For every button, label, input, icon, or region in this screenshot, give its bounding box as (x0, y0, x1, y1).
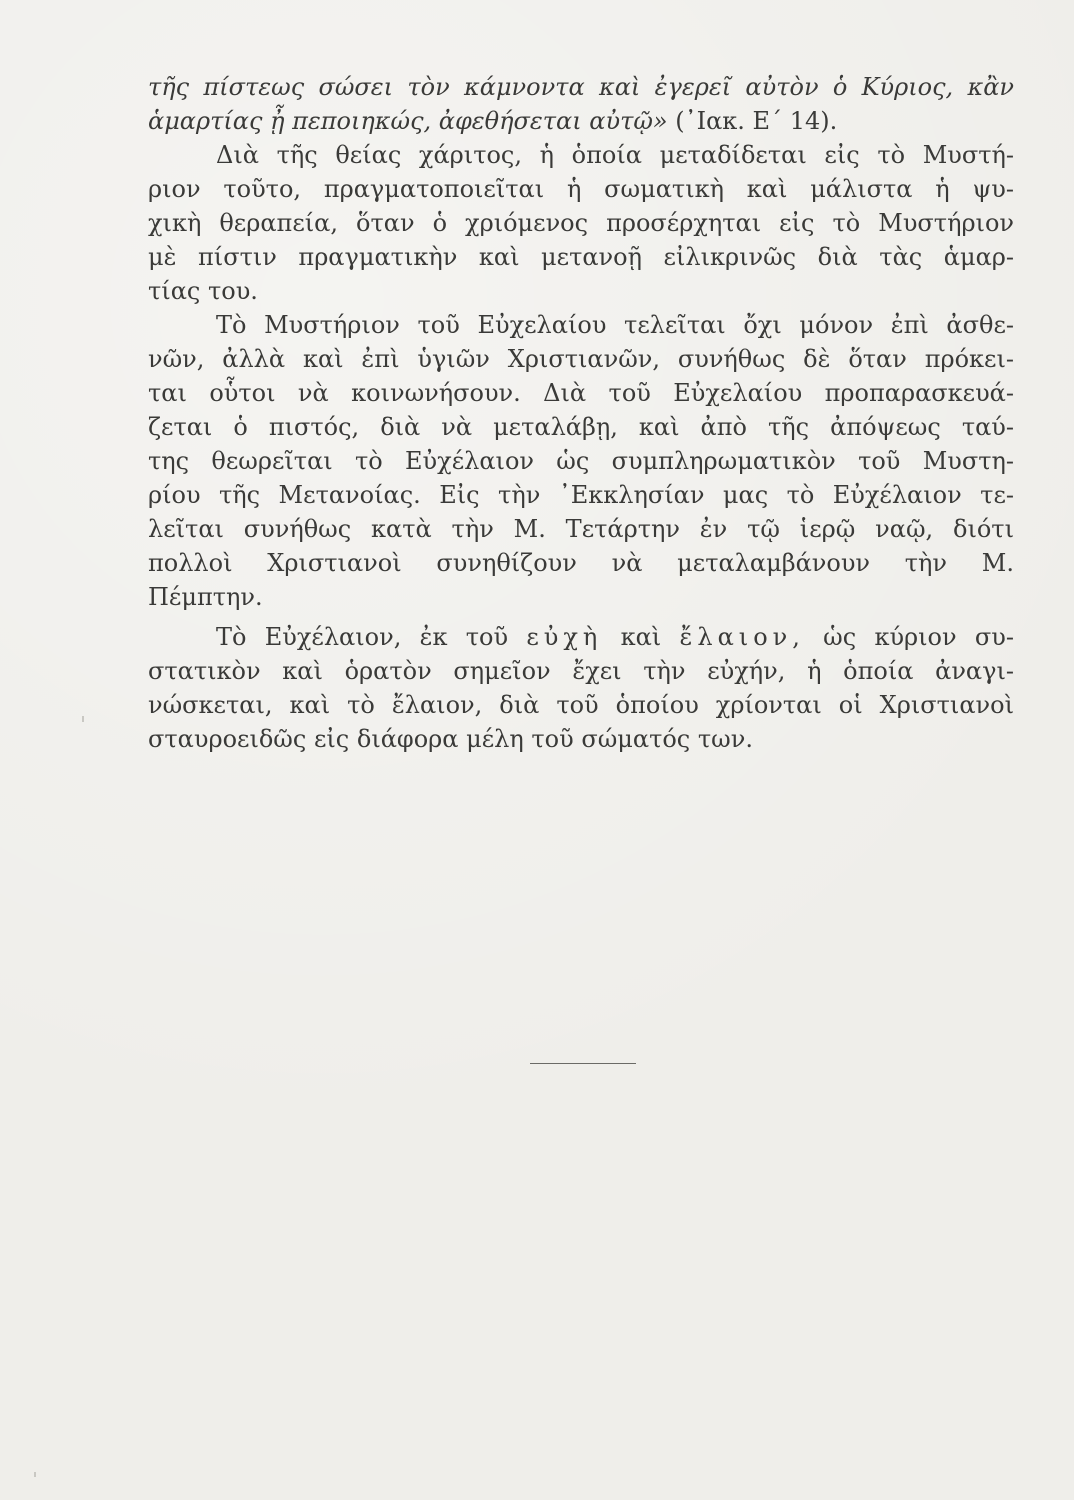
paragraph-3-line-3: νώσκεται, καὶ τὸ ἔλαιον, διὰ τοῦ ὁποίου χρίονται οἱ Χριστιανοὶ (148, 691, 1014, 719)
paragraph-2-line-1: Τὸ Μυστήριον τοῦ Εὐχελαίου τελεῖται ὄχι μόνον ἐπὶ ἀσθε- (216, 311, 1014, 339)
paragraph-3-line-1 (216, 620, 1014, 654)
paragraph-1-line-2: ριον τοῦτο, πραγματοποιεῖται ἡ σωματικὴ καὶ μάλιστα ἡ ψυ- (148, 175, 1014, 203)
quote-text: ἁμαρτίας ᾖ πεποιηκώς, ἀφεθήσεται αὐτῷ» (148, 107, 668, 135)
paragraph-2-line-8: πολλοὶ Χριστιανοὶ συνηθίζουν νὰ μεταλαμβάνουν τὴν Μ. (148, 549, 1014, 577)
paragraph-2-line-3: ται οὗτοι νὰ κοινωνήσουν. Διὰ τοῦ Εὐχελαίου προπαρασκευά- (148, 379, 1014, 407)
paragraph-3-line-2: στατικὸν καὶ ὁρατὸν σημεῖον ἔχει τὴν εὐχήν, ἡ ὁποία ἀναγι- (148, 657, 1014, 685)
text-line-quote-end (148, 104, 837, 138)
paragraph-3-line-4: σταυροειδῶς εἰς διάφορα μέλη τοῦ σώματός των. (148, 725, 753, 753)
paragraph-1-line-5: τίας του. (148, 277, 258, 305)
paragraph-2-line-6: ρίου τῆς Μετανοίας. Εἰς τὴν ᾽Εκκλησίαν μας τὸ Εὐχέλαιον τε- (148, 481, 1014, 509)
paragraph-1-line-1: Διὰ τῆς θείας χάριτος, ἡ ὁποία μεταδίδεται εἰς τὸ Μυστή- (216, 141, 1014, 169)
text-line-quote-continued: τῆς πίστεως σώσει τὸν κάμνοντα καὶ ἐγερεῖ αὐτὸν ὁ Κύριος, κἂν (148, 73, 1014, 101)
paragraph-2-line-7: λεῖται συνήθως κατὰ τὴν Μ. Τετάρτην ἐν τῷ ἱερῷ ναῷ, διότι (148, 515, 1014, 543)
paper-speck (82, 716, 84, 722)
spaced-word-euche: εὐχὴ (526, 623, 603, 651)
paper-speck (34, 1472, 36, 1477)
paragraph-2-line-2: νῶν, ἀλλὰ καὶ ἐπὶ ὑγιῶν Χριστιανῶν, συνήθως δὲ ὅταν πρόκει- (148, 345, 1014, 373)
scripture-reference: (᾽Ιακ. Ε΄ 14). (675, 107, 838, 135)
spaced-word-elaion: ἔλαιον, (679, 623, 805, 651)
end-divider-rule (530, 1063, 636, 1064)
paragraph-2-line-9: Πέμπτην. (148, 583, 263, 611)
paragraph-3-line-1-end: ὡς κύριον συ- (823, 623, 1014, 651)
conjunction-kai: καὶ (620, 623, 662, 651)
paragraph-1-line-3: χικὴ θεραπεία, ὅταν ὁ χριόμενος προσέρχηται εἰς τὸ Μυστήριον (148, 209, 1014, 237)
paragraph-3-intro: Τὸ Εὐχέλαιον, ἐκ τοῦ (216, 623, 509, 651)
paragraph-2-line-5: της θεωρεῖται τὸ Εὐχέλαιον ὡς συμπληρωματικὸν τοῦ Μυστη- (148, 447, 1014, 475)
paragraph-1-line-4: μὲ πίστιν πραγματικὴν καὶ μετανοῇ εἰλικρινῶς διὰ τὰς ἁμαρ- (148, 243, 1014, 271)
paragraph-2-line-4: ζεται ὁ πιστός, διὰ νὰ μεταλάβῃ, καὶ ἀπὸ τῆς ἀπόψεως ταύ- (148, 413, 1014, 441)
